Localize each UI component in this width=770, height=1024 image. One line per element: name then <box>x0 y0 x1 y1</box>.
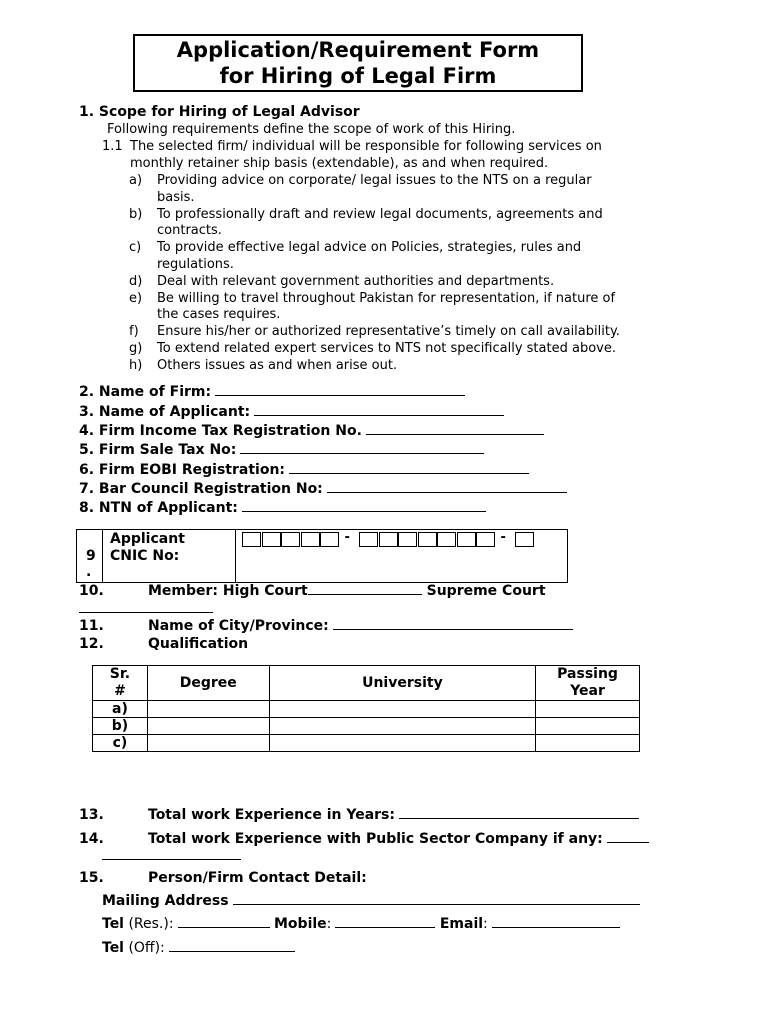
experience-number-14: 14. <box>79 831 104 847</box>
scope-sub-number: 1.1 <box>102 139 123 154</box>
scope-item-text: To professionally draft and review legal documents, agreements and <box>157 207 603 222</box>
member-number: 10. <box>79 583 104 599</box>
field-applicant-name[interactable] <box>79 404 504 420</box>
header-year-line-1: Passing <box>557 666 618 682</box>
scope-item-marker: e) <box>129 291 143 306</box>
year-cell[interactable] <box>536 701 640 718</box>
cnic-number-cell <box>77 530 103 582</box>
cnic-label-cell <box>103 530 236 582</box>
cnic-digit-box[interactable] <box>398 532 417 547</box>
field-eobi-registration[interactable] <box>79 462 529 478</box>
scope-item-text: Others issues as and when arise out. <box>157 358 398 373</box>
cnic-dash: - <box>500 530 506 545</box>
degree-cell[interactable] <box>147 718 269 735</box>
field-label: 8. NTN of Applicant: <box>79 500 238 516</box>
university-cell[interactable] <box>269 701 535 718</box>
scope-item-marker: h) <box>129 358 143 373</box>
public-sector-blank[interactable] <box>102 859 241 860</box>
field-label: 3. Name of Applicant: <box>79 404 251 420</box>
member-high-court-label: Member: High Court <box>148 583 308 599</box>
scope-heading: 1. Scope for Hiring of Legal Advisor <box>79 104 360 120</box>
field-sale-tax-no[interactable] <box>79 442 484 458</box>
scope-item-text: regulations. <box>157 257 234 272</box>
field-firm-name[interactable] <box>79 384 465 400</box>
header-passing-year <box>536 666 640 701</box>
header-university: University <box>269 666 535 701</box>
field-label: 6. Firm EOBI Registration: <box>79 462 286 478</box>
field-mailing-address[interactable] <box>102 893 640 909</box>
field-ntn[interactable] <box>79 500 486 516</box>
field-income-tax-no[interactable] <box>79 423 544 439</box>
cnic-digit-box[interactable] <box>301 532 320 547</box>
row-marker: b) <box>93 718 148 735</box>
field-city[interactable] <box>148 618 573 634</box>
scope-item-text: Providing advice on corporate/ legal issues to the NTS on a regular <box>157 173 592 188</box>
city-label: Name of City/Province: <box>148 618 329 634</box>
scope-item-text: Ensure his/her or authorized representative’s timely on call availability. <box>157 324 620 339</box>
experience-label: Total work Experience in Years: <box>148 807 395 823</box>
scope-intro: Following requirements define the scope of work of this Hiring. <box>107 122 516 137</box>
header-year-line-2: Year <box>570 683 605 699</box>
mobile-label: Mobile <box>274 916 327 932</box>
field-tel-off[interactable] <box>102 940 295 956</box>
mobile-colon: : <box>326 916 332 932</box>
scope-item-marker: d) <box>129 274 143 289</box>
supreme-court-blank[interactable] <box>79 612 213 613</box>
cnic-digit-box[interactable] <box>359 532 378 547</box>
tel-label: Tel <box>102 916 124 932</box>
experience-number-13: 13. <box>79 807 104 823</box>
cnic-digit-box[interactable] <box>320 532 339 547</box>
cnic-row <box>76 529 568 583</box>
header-sr <box>93 666 148 701</box>
cnic-digit-box[interactable] <box>418 532 437 547</box>
cnic-label-line-1: Applicant <box>110 531 185 547</box>
qualification-number: 12. <box>79 636 104 652</box>
table-row <box>93 718 640 735</box>
scope-sub-line-1: The selected firm/ individual will be responsible for following services on <box>130 139 602 154</box>
email-label: Email <box>439 916 484 932</box>
cnic-digit-box[interactable] <box>262 532 281 547</box>
field-tel-row[interactable] <box>102 916 620 932</box>
cnic-item-dot: . <box>86 564 92 580</box>
cnic-digit-box[interactable] <box>437 532 456 547</box>
cnic-label-line-2: CNIC No: <box>110 548 180 564</box>
scope-item-text: contracts. <box>157 223 222 238</box>
mailing-label: Mailing Address <box>102 893 229 909</box>
qualification-table <box>92 665 640 752</box>
row-marker: a) <box>93 701 148 718</box>
cnic-digit-box[interactable] <box>457 532 476 547</box>
scope-item-marker: f) <box>129 324 139 339</box>
scope-item-marker: c) <box>129 240 142 255</box>
cnic-digit-box[interactable] <box>281 532 300 547</box>
member-supreme-court-label: Supreme Court <box>426 583 546 599</box>
contact-heading: Person/Firm Contact Detail: <box>148 870 367 886</box>
degree-cell[interactable] <box>147 701 269 718</box>
city-number: 11. <box>79 618 104 634</box>
year-cell[interactable] <box>536 718 640 735</box>
form-title <box>133 34 583 92</box>
field-label: 7. Bar Council Registration No: <box>79 481 323 497</box>
public-sector-label: Total work Experience with Public Sector Company if any: <box>148 831 603 847</box>
tel-label: Tel <box>102 940 124 956</box>
scope-item-marker: b) <box>129 207 143 222</box>
scope-item-text: Deal with relevant government authorities and departments. <box>157 274 555 289</box>
scope-item-marker: a) <box>129 173 143 188</box>
cnic-digit-box[interactable] <box>242 532 261 547</box>
field-bar-council-no[interactable] <box>79 481 567 497</box>
title-line-2: for Hiring of Legal Firm <box>219 64 497 88</box>
degree-cell[interactable] <box>147 735 269 752</box>
scope-item-text: the cases requires. <box>157 307 281 322</box>
scope-item-text: basis. <box>157 190 195 205</box>
cnic-digit-box[interactable] <box>476 532 495 547</box>
member-field[interactable] <box>148 583 546 599</box>
year-cell[interactable] <box>536 735 640 752</box>
header-sr-line-1: Sr. <box>109 666 131 682</box>
table-row <box>93 735 640 752</box>
tel-res-label: (Res.): <box>128 916 174 932</box>
table-header-row <box>93 666 640 701</box>
scope-item-text: To provide effective legal advice on Policies, strategies, rules and <box>157 240 582 255</box>
header-sr-line-2: # <box>114 683 126 699</box>
header-degree: Degree <box>147 666 269 701</box>
tel-off-label: (Off): <box>128 940 165 956</box>
row-marker: c) <box>93 735 148 752</box>
cnic-digit-box[interactable] <box>515 532 534 547</box>
title-line-1: Application/Requirement Form <box>176 38 540 62</box>
field-label: 5. Firm Sale Tax No: <box>79 442 237 458</box>
cnic-item-number: 9 <box>86 548 96 564</box>
scope-item-text: To extend related expert services to NTS not specifically stated above. <box>157 341 616 356</box>
contact-number: 15. <box>79 870 104 886</box>
table-row <box>93 701 640 718</box>
qualification-label: Qualification <box>148 636 249 652</box>
field-total-experience[interactable] <box>148 807 639 823</box>
field-label: 2. Name of Firm: <box>79 384 212 400</box>
cnic-digit-box[interactable] <box>379 532 398 547</box>
scope-sub-line-2: monthly retainer ship basis (extendable), as and when required. <box>130 156 549 171</box>
scope-item-marker: g) <box>129 341 143 356</box>
university-cell[interactable] <box>269 718 535 735</box>
scope-item-text: Be willing to travel throughout Pakistan for representation, if nature of <box>157 291 616 306</box>
email-colon: : <box>483 916 488 932</box>
cnic-dash: - <box>344 530 350 545</box>
field-label: 4. Firm Income Tax Registration No. <box>79 423 362 439</box>
university-cell[interactable] <box>269 735 535 752</box>
field-public-sector-experience[interactable] <box>148 831 649 847</box>
